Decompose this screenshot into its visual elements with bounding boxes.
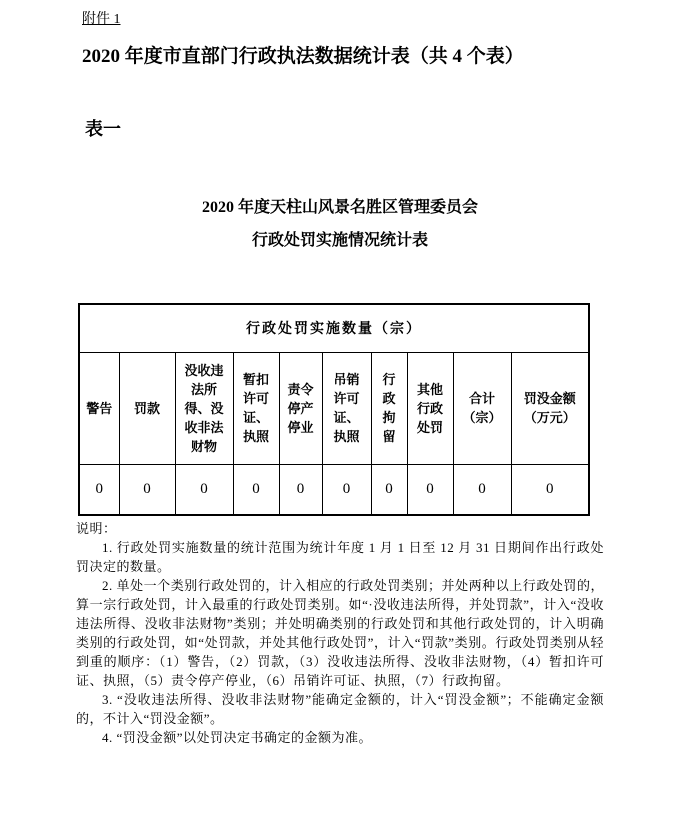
- attachment-label: [82, 10, 604, 30]
- column-header-amount: 罚没金额（万元）: [511, 352, 589, 464]
- value-other: 0: [407, 464, 453, 515]
- notes-label: 说明：: [76, 521, 117, 536]
- value-halt-production: 0: [279, 464, 322, 515]
- column-header-other: 其他行政处罚: [407, 352, 453, 464]
- column-header-fine: 罚款: [119, 352, 175, 464]
- value-amount: 0: [511, 464, 589, 515]
- table-title: [76, 191, 604, 257]
- column-header-warning: 警告: [79, 352, 119, 464]
- value-warning: 0: [79, 464, 119, 515]
- column-header-suspend-license: 暂扣许可证、执照: [233, 352, 279, 464]
- notes-section: [76, 519, 604, 747]
- note-item-4: 4. “罚没金额”以处罚决定书确定的金额为准。: [102, 730, 373, 745]
- value-confiscation: 0: [175, 464, 233, 515]
- value-fine: 0: [119, 464, 175, 515]
- value-detention: 0: [371, 464, 407, 515]
- value-row: [79, 464, 589, 515]
- column-header-row: [79, 352, 589, 464]
- table-title-line2: 行政处罚实施情况统计表: [251, 232, 428, 249]
- table-header-row: [79, 304, 589, 352]
- value-revoke-license: 0: [322, 464, 371, 515]
- column-header-revoke-license: 吊销许可证、执照: [322, 352, 371, 464]
- table-header: 行政处罚实施数量（宗）: [79, 304, 589, 352]
- note-item-2: 2. 单处一个类别行政处罚的，计入相应的行政处罚类别；并处两种以上行政处罚的，算一宗行政处罚，计入最重的行政处罚类别。如“·没收违法所得，并处罚款”，计入“没收违法所得、没收非法财物”类别；并处明确类别的行政处罚和其他行政处罚的，计入明确类别的行政处罚，如“处罚款，并处其他行政处罚”，计入“罚款”类别。行政处罚类别从轻到重的顺序：（1）警告，（2）罚款，（3）没收违法所得、没收非法财物，（4）暂扣许可证、执照，（5）责令停产停业，（6）吊销许可证、执照，（7）行政拘留。: [76, 578, 604, 688]
- note-item-3: 3. “没收违法所得、没收非法财物”能确定金额的，计入“罚没金额”；不能确定金额的，不计入“罚没金额”。: [76, 692, 604, 726]
- column-header-halt-production: 责令停产停业: [279, 352, 322, 464]
- main-title: 2020 年度市直部门行政执法数据统计表（共 4 个表）: [82, 46, 524, 67]
- value-total: 0: [453, 464, 511, 515]
- column-header-detention: 行政拘留: [371, 352, 407, 464]
- table-label: 表一: [85, 119, 121, 139]
- note-item-1: 1. 行政处罚实施数量的统计范围为统计年度 1 月 1 日至 12 月 31 日期间作出行政处罚决定的数量。: [76, 540, 604, 574]
- attachment-label-text: 附件 1: [82, 12, 121, 27]
- column-header-total: 合计（宗）: [453, 352, 511, 464]
- table-title-line1: 2020 年度天柱山风景名胜区管理委员会: [201, 199, 478, 216]
- column-header-confiscation: 没收违法所得、没收非法财物: [175, 352, 233, 464]
- value-suspend-license: 0: [233, 464, 279, 515]
- penalty-statistics-table: [78, 303, 590, 516]
